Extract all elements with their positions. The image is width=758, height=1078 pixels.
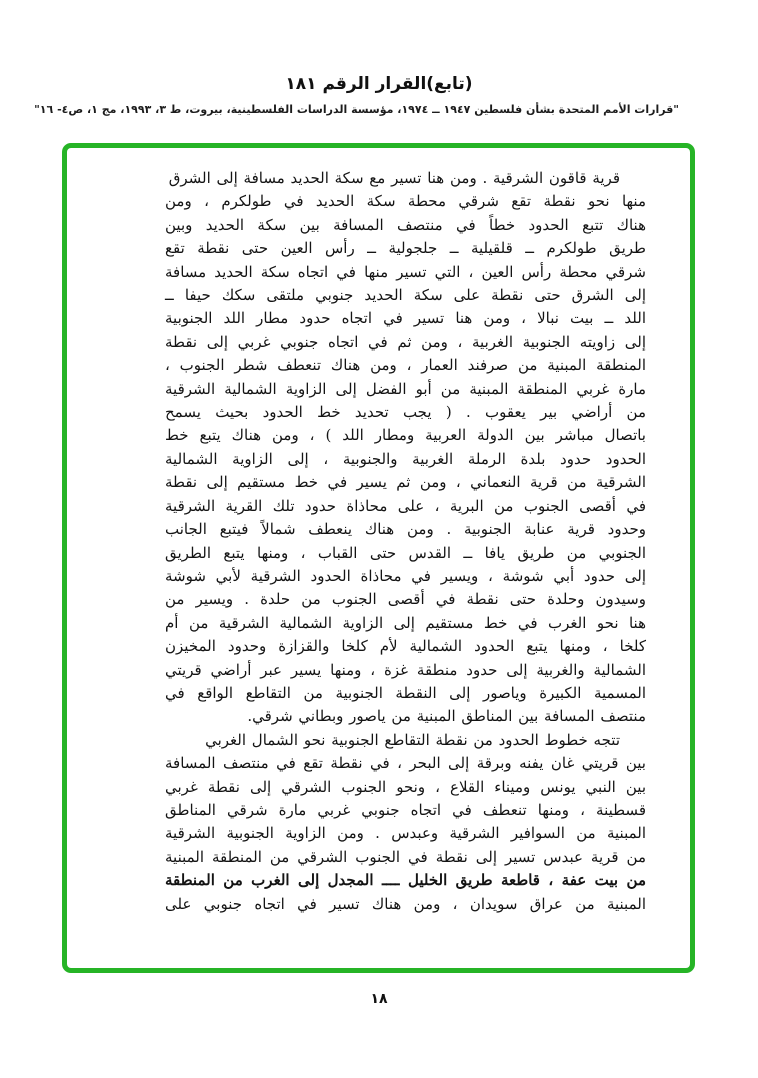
- green-border-box: [62, 143, 695, 973]
- text-line: إلى زاويته الجنوبية الغربية ، ومن ثم في اتجاه جنوبي غربي إلى نقطة: [165, 332, 646, 351]
- text-line: في أقصى الجنوب من البرية ، على محاذاة حدود تلك القرية الشرقية: [165, 496, 646, 515]
- text-line: شرقي محطة رأس العين ، التي تسير منها في اتجاه سكة الحديد مسافة: [165, 262, 646, 281]
- page-title: (تابع)القرار الرقم ١٨١: [285, 74, 473, 94]
- body-text: [165, 167, 646, 916]
- text-line: قسطينة ، ومنها تنعطف في اتجاه جنوبي غربي مارة شرقي المناطق: [165, 800, 646, 819]
- text-line: هناك تتبع الحدود خطاً في منتصف المسافة بين سكة الحديد وبين: [165, 215, 646, 234]
- text-line: هنا نحو الغرب في خط مستقيم إلى الزاوية الشمالية الشرقية من أم: [165, 613, 646, 632]
- text-line: مارة غربي المنطقة المبنية من أبو الفضل إلى الزاوية الشمالية الشرقية: [165, 379, 646, 398]
- text-line: من بيت عفة ، قاطعة طريق الخليل ــــ المجدل إلى الغرب من المنطقة: [165, 871, 646, 890]
- text-line: الجنوبي من طريق يافا ــ القدس حتى القباب ، ومنها يتبع الطريق: [165, 543, 646, 562]
- source-citation: "قرارات الأمم المتحدة بشأن فلسطين ١٩٤٧ ــ ١٩٧٤، مؤسسة الدراسات الفلسطينية، بيروت، ط ٣، ١٩٩٣، مج ١، ص٤- ١٦": [34, 103, 679, 116]
- text-line: وحدود قرية عنابة الجنوبية . ومن هناك ينعطف شمالاً فيتبع الجانب: [165, 520, 646, 539]
- text-line: الحدود حدود بلدة الرملة الغربية والجنوبية ، إلى الزاوية الشمالية: [165, 449, 646, 468]
- text-line: المبنية من عراق سويدان ، ومن هناك تسير في اتجاه جنوبي على: [165, 894, 646, 913]
- text-line: إلى حدود أبي شوشة ، ويسير في محاذاة الحدود الشرقية لأبي شوشة: [165, 566, 646, 585]
- text-line: قرية قاقون الشرقية . ومن هنا تسير مع سكة الحديد مسافة إلى الشرق: [168, 169, 620, 187]
- document-header: [0, 74, 758, 116]
- text-line: المسمية الكبيرة وياصور إلى النقطة الجنوبية من التقاطع الواقع في: [165, 683, 646, 702]
- text-line: تتجه خطوط الحدود من نقطة التقاطع الجنوبية نحو الشمال الغربي: [205, 730, 620, 749]
- text-line: منتصف المسافة بين المناطق المبنية من ياصور وبطاني شرقي.: [247, 707, 646, 726]
- text-line: المنطقة المبنية من صرفند العمار ، ومن هناك تنعطف شطر الجنوب ،: [165, 356, 646, 375]
- text-line: منها نحو نقطة تقع شرقي محطة سكة الحديد في طولكرم ، ومن: [165, 192, 646, 211]
- text-line: من أراضي بير يعقوب . ( يجب تحديد خط الحدود بحيث يسمح: [165, 403, 646, 422]
- text-line: بين قريتي غان يفنه وبرقة إلى البحر ، في نقطة تقع في منتصف المسافة: [165, 754, 646, 773]
- text-line: باتصال مباشر بين الدولة العربية ومطار اللد ) ، ومن هناك يتبع خط: [165, 426, 646, 445]
- text-line: إلى الشرق حتى نقطة على سكة الحديد جنوبي ملتقى سكك حيفا ــ: [165, 286, 646, 305]
- text-line: الشرقية من قرية النعماني ، ومن ثم يسير في خط مستقيم إلى نقطة: [165, 473, 646, 492]
- text-line: وسيدون وحلدة حتى نقطة في أقصى الجنوب من حلدة . ويسير من: [165, 590, 646, 609]
- text-line: الشمالية والغربية إلى حدود منطقة غزة ، ومنها يسير عبر أراضي قريتي: [165, 660, 646, 679]
- text-line: كلخا ، ومنها يتبع الحدود الشمالية لأم كلخا والقزازة وحدود المخيزن: [165, 637, 646, 656]
- text-line: المبنية من السوافير الشرقية وعبدس . ومن الزاوية الجنوبية الشرقية: [165, 824, 646, 843]
- page-footer: [0, 988, 758, 1007]
- text-line: طريق طولكرم ــ قلقيلية ــ جلجولية ــ رأس العين حتى نقطة تقع: [165, 239, 646, 258]
- text-line: اللد ــ بيت نبالا ، ومن هنا تسير في اتجاه حدود مطار اللد الجنوبية: [165, 309, 646, 328]
- page-number: ١٨: [370, 991, 388, 1007]
- text-line: بين النبي يونس وميناء القلاع ، ونحو الجنوب الشرقي إلى نقطة غربي: [165, 777, 646, 796]
- text-line: من قرية عبدس تسير إلى نقطة في الجنوب الشرقي من المنطقة المبنية: [165, 847, 646, 866]
